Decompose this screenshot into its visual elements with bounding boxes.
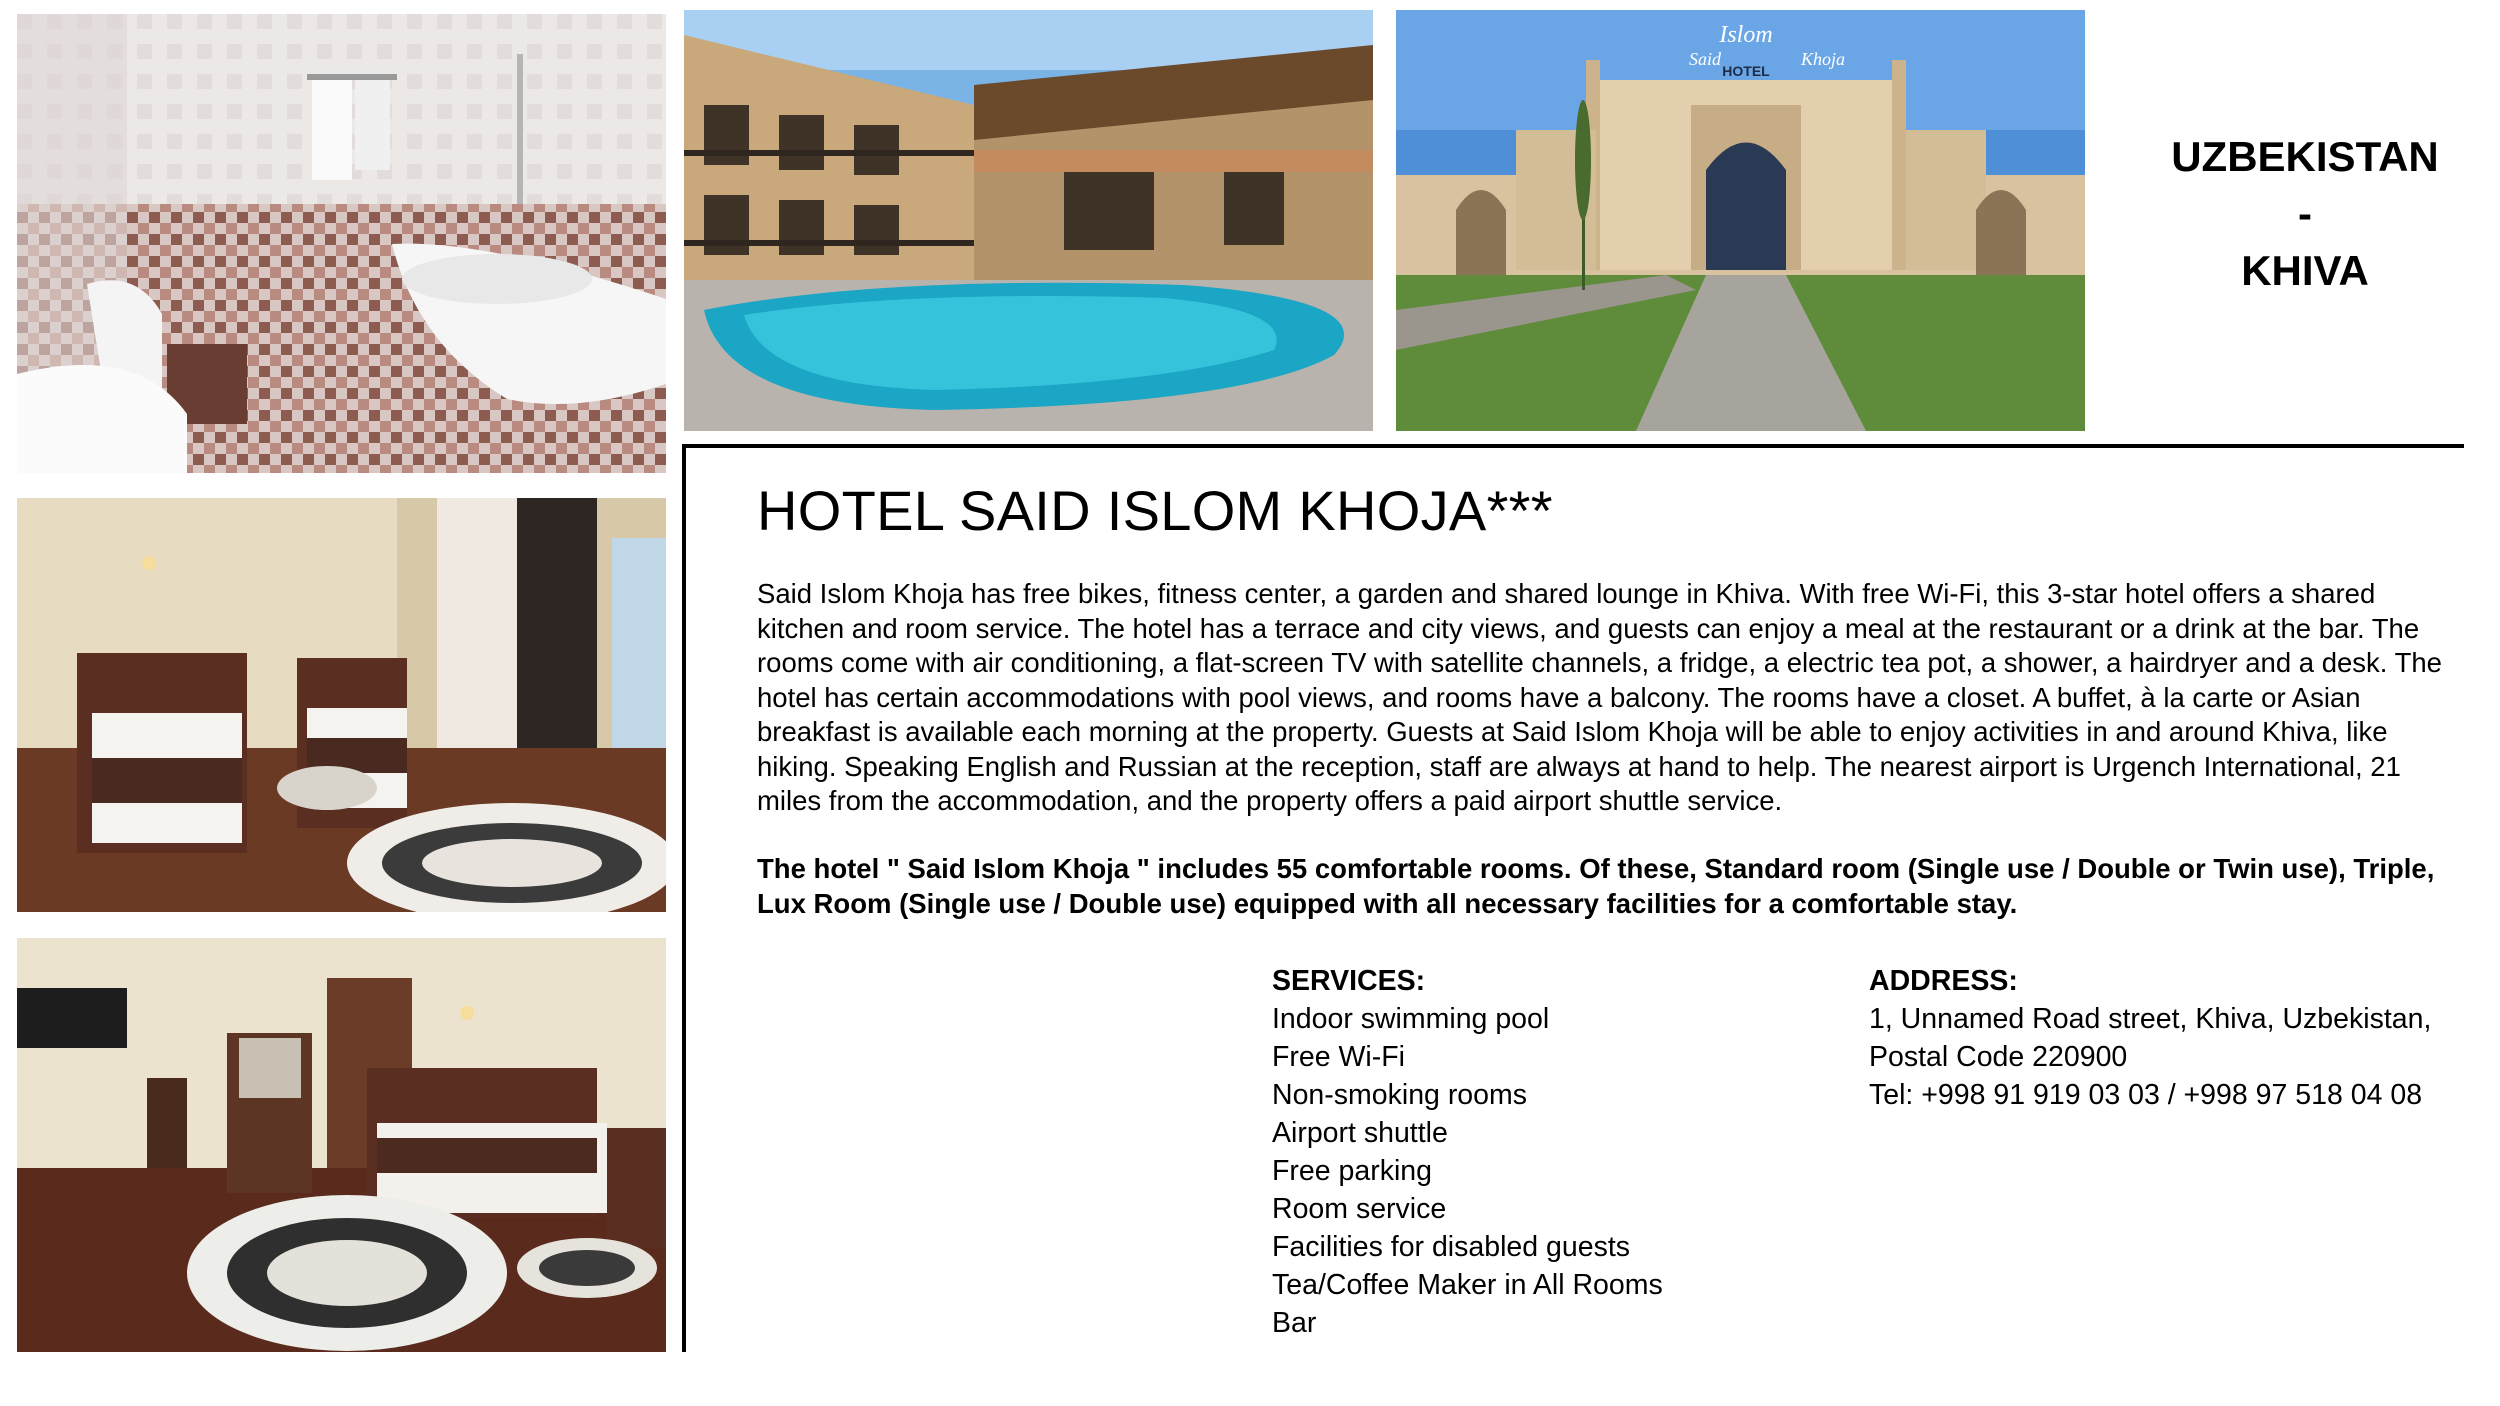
service-item: Free Wi-Fi xyxy=(1272,1041,1405,1073)
twin-room-photo xyxy=(17,498,666,912)
content-top-divider xyxy=(682,444,2464,448)
address-phone: Tel: +998 91 919 03 03 / +998 97 518 04 08 xyxy=(1869,1079,2423,1111)
address-heading: ADDRESS: xyxy=(1869,965,2018,997)
service-item: Non-smoking rooms xyxy=(1272,1079,1527,1111)
location-heading xyxy=(2130,128,2480,299)
service-item: Tea/Coffee Maker in All Rooms xyxy=(1272,1269,1663,1301)
service-item: Bar xyxy=(1272,1307,1317,1339)
facade-hotel-sign: HOTEL xyxy=(1722,63,1770,79)
facade-brand-left: Said xyxy=(1689,49,1722,69)
service-item: Room service xyxy=(1272,1193,1447,1225)
country-label: UZBEKISTAN xyxy=(2171,133,2439,180)
service-item: Indoor swimming pool xyxy=(1272,1003,1550,1035)
hotel-description: Said Islom Khoja has free bikes, fitness center, a garden and shared lounge in Khiva. With free Wi-Fi, this 3-star hotel offers a shared kitchen and room service. The hotel has a terrace and city views, and guests can enjoy a meal at the restaurant or a drink at the bar. The rooms come with air conditioning, a flat-screen TV with satellite channels, a fridge, a electric tea pot, a shower, a hairdryer and a desk. The hotel has certain accommodations with pool views, and rooms have a balcony. The rooms have a closet. A buffet, à la carte or Asian breakfast is available each morning at the property. Guests at Said Islom Khoja will be able to enjoy activities in and around Khiva, like hiking. Speaking English and Russian at the reception, staff are always at hand to help. The nearest airport is Urgench International, 21 miles from the accommodation, and the property offers a paid airport shuttle service. xyxy=(757,578,2442,816)
content-left-divider xyxy=(682,446,686,1352)
service-item: Airport shuttle xyxy=(1272,1117,1448,1149)
location-separator: - xyxy=(2298,190,2312,237)
address-street: 1, Unnamed Road street, Khiva, Uzbekistan, xyxy=(1869,1003,2432,1035)
service-item: Facilities for disabled guests xyxy=(1272,1231,1631,1263)
pool-courtyard-photo xyxy=(684,10,1373,431)
city-label: KHIVA xyxy=(2241,247,2369,294)
hotel-title: HOTEL SAID ISLOM KHOJA*** xyxy=(757,479,1553,542)
facade-brand-right: Khoja xyxy=(1801,49,1846,69)
services-section xyxy=(1272,962,1663,1342)
address-postal-code: Postal Code 220900 xyxy=(1869,1041,2128,1073)
address-section xyxy=(1869,962,2431,1114)
services-heading: SERVICES: xyxy=(1272,965,1426,997)
double-room-photo xyxy=(17,938,666,1352)
facade-brand-center: Islom xyxy=(1719,22,1773,48)
bathroom-photo xyxy=(17,14,666,473)
service-item: Free parking xyxy=(1272,1155,1432,1187)
hotel-facade-photo xyxy=(1396,10,2085,431)
rooms-summary: The hotel " Said Islom Khoja " includes 55 comfortable rooms. Of these, Standard room (Single use / Double or Twin use), Triple, Lux Room (Single use / Double use) equipped with all necessary facilities for a comfortable stay. xyxy=(757,853,2435,919)
